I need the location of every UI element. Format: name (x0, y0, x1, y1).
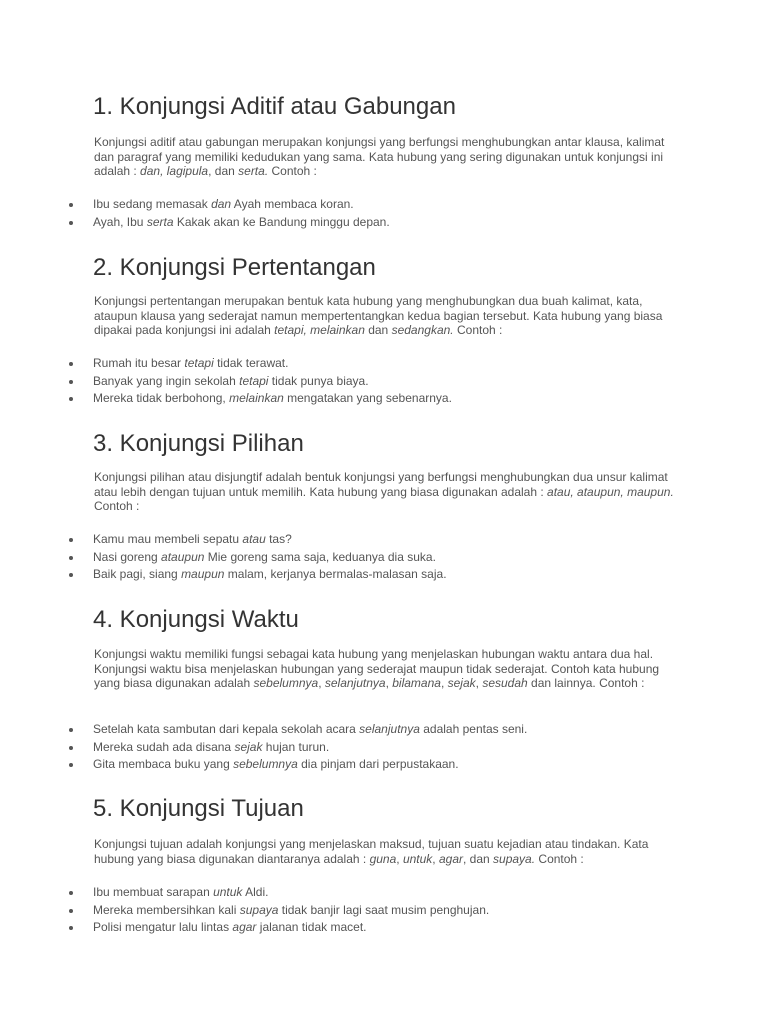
list-item (0, 566, 768, 584)
list-item (0, 739, 768, 757)
list-item-text: Mereka tidak berbohong, melainkan mengatakan yang sebenarnya. (93, 391, 452, 405)
section-paragraph: Konjungsi pertentangan merupakan bentuk kata hubung yang menghubungkan dua buah kalimat, kata, ataupun klausa yang sederajat namun mempertentangkan kedua bagian tersebut. Kata hubung yang biasa dipakai pada konjungsi ini adalah tetapi, melainkan dan sedangkan. Contoh : (94, 294, 663, 337)
bullet-icon (69, 556, 73, 560)
list-item-text: Polisi mengatur lalu lintas agar jalanan tidak macet. (93, 920, 367, 934)
section-heading: 3. Konjungsi Pilihan (93, 430, 304, 457)
bullet-icon (69, 221, 73, 225)
list-item (0, 390, 768, 408)
section-heading: 4. Konjungsi Waktu (93, 606, 299, 633)
bullet-icon (69, 746, 73, 750)
list-item (0, 902, 768, 920)
bullet-icon (69, 538, 73, 542)
example-list (0, 355, 768, 408)
list-item (0, 756, 768, 774)
bullet-icon (69, 891, 73, 895)
bullet-icon (69, 763, 73, 767)
section-heading: 1. Konjungsi Aditif atau Gabungan (93, 93, 456, 120)
bullet-icon (69, 728, 73, 732)
list-item-text: Ibu sedang memasak dan Ayah membaca koran. (93, 197, 354, 211)
bullet-icon (69, 362, 73, 366)
example-list (0, 884, 768, 937)
list-item-text: Mereka sudah ada disana sejak hujan turun. (93, 739, 330, 754)
section-heading: 5. Konjungsi Tujuan (93, 795, 304, 822)
list-item (0, 549, 768, 567)
list-item (0, 721, 768, 739)
list-item-text: Rumah itu besar tetapi tidak terawat. (93, 356, 289, 370)
section-paragraph: Konjungsi waktu memiliki fungsi sebagai kata hubung yang menjelaskan hubungan waktu antara dua hal. Konjungsi waktu bisa menjelaskan hubungan yang sederajat maupun tidak sederajat. Contoh kata hubung yang biasa digunakan adalah sebelumnya, selanjutnya, bilamana, sejak, sesudah dan lainnya. Contoh : (94, 647, 660, 690)
list-item-text: Banyak yang ingin sekolah tetapi tidak punya biaya. (93, 373, 369, 388)
section-paragraph: Konjungsi pilihan atau disjungtif adalah bentuk konjungsi yang berfungsi menghubungkan dua unsur kalimat atau lebih dengan tujuan untuk memilih. Kata hubung yang biasa digunakan adalah : atau, ataupun, maupun. Contoh : (94, 470, 674, 513)
list-item-text: Ibu membuat sarapan untuk Aldi. (93, 885, 269, 899)
section-paragraph: Konjungsi aditif atau gabungan merupakan konjungsi yang berfungsi menghubungkan antar klausa, kalimat dan paragraf yang memiliki kedudukan yang sama. Kata hubung yang sering digunakan untuk konjungsi ini adalah : dan, lagipula, dan serta. Contoh : (94, 135, 665, 178)
example-list (0, 531, 768, 584)
example-list (0, 196, 768, 231)
bullet-icon (69, 909, 73, 913)
list-item (0, 373, 768, 391)
list-item-text: Kamu mau membeli sepatu atau tas? (93, 532, 292, 546)
list-item-text: Setelah kata sambutan dari kepala sekolah acara selanjutnya adalah pentas seni. (93, 722, 528, 736)
list-item (0, 355, 768, 373)
list-item-text: Baik pagi, siang maupun malam, kerjanya bermalas-malasan saja. (93, 567, 447, 581)
example-list (0, 721, 768, 774)
bullet-icon (69, 203, 73, 207)
list-item (0, 919, 768, 937)
list-item-text: Gita membaca buku yang sebelumnya dia pinjam dari perpustakaan. (93, 757, 459, 771)
bullet-icon (69, 573, 73, 577)
list-item (0, 884, 768, 902)
list-item (0, 531, 768, 549)
bullet-icon (69, 380, 73, 384)
bullet-icon (69, 397, 73, 401)
list-item (0, 196, 768, 214)
bullet-icon (69, 926, 73, 930)
list-item (0, 214, 768, 232)
list-item-text: Nasi goreng ataupun Mie goreng sama saja, keduanya dia suka. (93, 549, 436, 564)
section-heading: 2. Konjungsi Pertentangan (93, 254, 376, 281)
section-paragraph: Konjungsi tujuan adalah konjungsi yang menjelaskan maksud, tujuan suatu kejadian atau tindakan. Kata hubung yang biasa digunakan diantaranya adalah : guna, untuk, agar, dan supaya. Contoh : (94, 837, 649, 866)
list-item-text: Mereka membersihkan kali supaya tidak banjir lagi saat musim penghujan. (93, 902, 490, 917)
list-item-text: Ayah, Ibu serta Kakak akan ke Bandung minggu depan. (93, 214, 390, 229)
